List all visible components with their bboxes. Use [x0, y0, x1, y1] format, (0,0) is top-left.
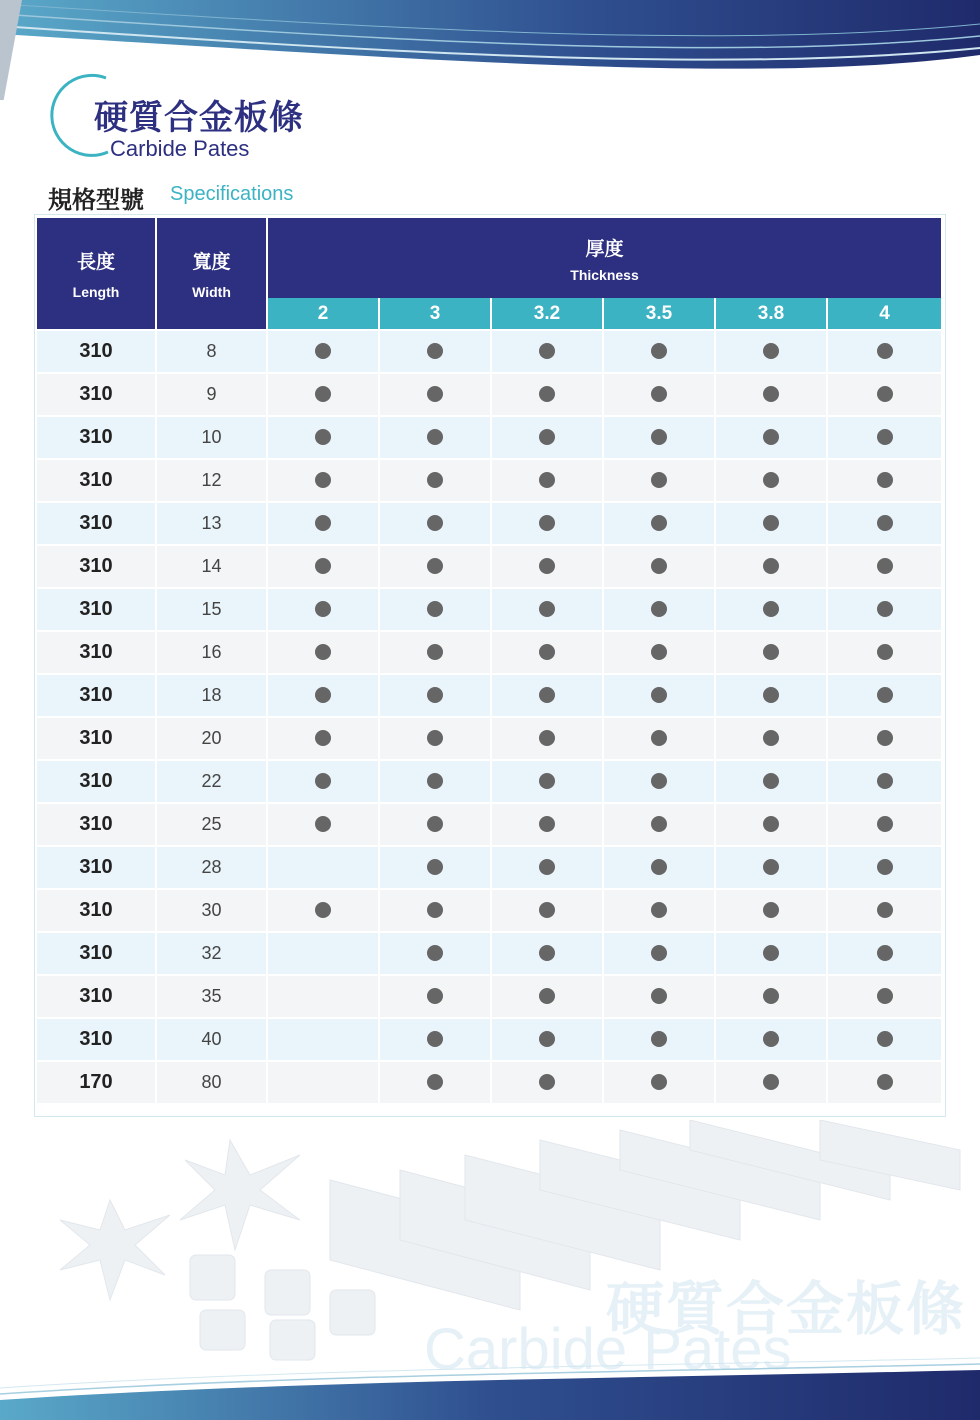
availability-cell [268, 372, 380, 415]
available-dot-icon [315, 558, 331, 574]
available-dot-icon [539, 1074, 555, 1090]
available-dot-icon [763, 601, 779, 617]
spec-table [37, 218, 941, 1103]
width-cell: 8 [157, 329, 268, 372]
availability-cell [716, 501, 828, 544]
availability-cell [716, 329, 828, 372]
available-dot-icon [315, 343, 331, 359]
availability-cell [492, 888, 604, 931]
available-dot-icon [539, 773, 555, 789]
width-cell: 22 [157, 759, 268, 802]
table-row [37, 372, 941, 415]
availability-cell [716, 458, 828, 501]
section-title-cn: 規格型號 [48, 186, 144, 214]
availability-cell [828, 372, 941, 415]
available-dot-icon [427, 816, 443, 832]
length-cell: 310 [37, 845, 157, 888]
available-dot-icon [539, 644, 555, 660]
availability-cell [380, 415, 492, 458]
availability-cell [492, 415, 604, 458]
table-row [37, 673, 941, 716]
table-row [37, 716, 941, 759]
thickness-value-header: 4 [828, 298, 941, 329]
availability-cell [716, 802, 828, 845]
available-dot-icon [763, 773, 779, 789]
availability-cell [268, 544, 380, 587]
available-dot-icon [427, 558, 443, 574]
availability-cell [828, 1017, 941, 1060]
availability-cell [380, 802, 492, 845]
available-dot-icon [539, 945, 555, 961]
availability-cell [604, 329, 716, 372]
availability-cell [716, 544, 828, 587]
availability-cell [380, 1060, 492, 1103]
availability-cell [828, 716, 941, 759]
availability-cell [380, 501, 492, 544]
availability-cell [380, 974, 492, 1017]
width-cell: 40 [157, 1017, 268, 1060]
availability-cell [716, 716, 828, 759]
availability-cell [268, 587, 380, 630]
available-dot-icon [763, 386, 779, 402]
available-dot-icon [763, 816, 779, 832]
table-row [37, 802, 941, 845]
availability-cell [492, 673, 604, 716]
availability-cell [380, 458, 492, 501]
table-row [37, 931, 941, 974]
available-dot-icon [763, 343, 779, 359]
length-cell: 310 [37, 415, 157, 458]
length-cell: 310 [37, 501, 157, 544]
availability-cell [380, 372, 492, 415]
availability-cell [380, 587, 492, 630]
availability-cell [492, 329, 604, 372]
available-dot-icon [539, 515, 555, 531]
available-dot-icon [427, 472, 443, 488]
available-dot-icon [877, 515, 893, 531]
length-cell: 310 [37, 716, 157, 759]
availability-cell [828, 673, 941, 716]
available-dot-icon [427, 386, 443, 402]
availability-cell [268, 759, 380, 802]
table-row [37, 888, 941, 931]
available-dot-icon [877, 386, 893, 402]
available-dot-icon [651, 816, 667, 832]
availability-cell [716, 974, 828, 1017]
spec-table-body [37, 329, 941, 1103]
availability-cell [492, 458, 604, 501]
available-dot-icon [315, 472, 331, 488]
availability-cell [604, 888, 716, 931]
available-dot-icon [651, 558, 667, 574]
availability-cell [828, 415, 941, 458]
availability-cell [716, 372, 828, 415]
availability-cell [268, 716, 380, 759]
availability-cell [604, 630, 716, 673]
available-dot-icon [763, 687, 779, 703]
availability-cell [268, 458, 380, 501]
available-dot-icon [877, 902, 893, 918]
table-row [37, 845, 941, 888]
availability-cell [492, 630, 604, 673]
available-dot-icon [539, 1031, 555, 1047]
table-row [37, 630, 941, 673]
available-dot-icon [315, 515, 331, 531]
available-dot-icon [427, 945, 443, 961]
availability-cell [716, 673, 828, 716]
available-dot-icon [877, 601, 893, 617]
length-cell: 310 [37, 888, 157, 931]
table-row [37, 415, 941, 458]
table-row [37, 974, 941, 1017]
available-dot-icon [427, 988, 443, 1004]
available-dot-icon [651, 601, 667, 617]
length-header-en: Length [72, 284, 120, 300]
available-dot-icon [427, 644, 443, 660]
available-dot-icon [315, 773, 331, 789]
available-dot-icon [539, 988, 555, 1004]
availability-cell [268, 888, 380, 931]
available-dot-icon [763, 1031, 779, 1047]
thickness-value-header: 3.5 [604, 298, 716, 329]
length-cell: 310 [37, 372, 157, 415]
availability-cell [492, 587, 604, 630]
available-dot-icon [427, 687, 443, 703]
table-row [37, 458, 941, 501]
available-dot-icon [651, 859, 667, 875]
thickness-value-header: 3.2 [492, 298, 604, 329]
length-cell: 170 [37, 1060, 157, 1103]
length-cell: 310 [37, 1017, 157, 1060]
available-dot-icon [763, 1074, 779, 1090]
availability-cell [268, 802, 380, 845]
availability-cell [492, 544, 604, 587]
available-dot-icon [539, 859, 555, 875]
page-title-cn: 硬質合金板條 [94, 98, 304, 138]
table-row [37, 587, 941, 630]
availability-cell [828, 587, 941, 630]
availability-cell [492, 802, 604, 845]
available-dot-icon [877, 429, 893, 445]
availability-cell [828, 329, 941, 372]
table-row [37, 1060, 941, 1103]
width-cell: 18 [157, 673, 268, 716]
availability-cell [268, 931, 380, 974]
available-dot-icon [651, 1031, 667, 1047]
availability-cell [828, 974, 941, 1017]
available-dot-icon [539, 601, 555, 617]
availability-cell [380, 630, 492, 673]
availability-cell [604, 673, 716, 716]
bottom-wave-band [0, 1350, 980, 1420]
length-cell: 310 [37, 630, 157, 673]
length-header-cn: 長度 [76, 251, 115, 273]
available-dot-icon [877, 730, 893, 746]
availability-cell [380, 1017, 492, 1060]
availability-cell [268, 673, 380, 716]
availability-cell [380, 329, 492, 372]
width-cell: 30 [157, 888, 268, 931]
available-dot-icon [539, 558, 555, 574]
availability-cell [828, 802, 941, 845]
available-dot-icon [877, 945, 893, 961]
available-dot-icon [427, 859, 443, 875]
available-dot-icon [651, 988, 667, 1004]
available-dot-icon [877, 1074, 893, 1090]
table-row [37, 329, 941, 372]
available-dot-icon [539, 472, 555, 488]
available-dot-icon [877, 773, 893, 789]
thickness-value-header: 3 [380, 298, 492, 329]
availability-cell [716, 587, 828, 630]
availability-cell [492, 931, 604, 974]
length-cell: 310 [37, 544, 157, 587]
available-dot-icon [315, 601, 331, 617]
available-dot-icon [877, 644, 893, 660]
watermark-en: Carbide Pates [424, 1317, 792, 1382]
width-cell: 15 [157, 587, 268, 630]
availability-cell [268, 329, 380, 372]
availability-cell [604, 845, 716, 888]
length-cell: 310 [37, 673, 157, 716]
available-dot-icon [427, 730, 443, 746]
availability-cell [828, 931, 941, 974]
availability-cell [492, 1060, 604, 1103]
available-dot-icon [539, 386, 555, 402]
available-dot-icon [315, 644, 331, 660]
available-dot-icon [763, 902, 779, 918]
width-cell: 28 [157, 845, 268, 888]
available-dot-icon [651, 902, 667, 918]
availability-cell [268, 845, 380, 888]
availability-cell [828, 888, 941, 931]
available-dot-icon [763, 945, 779, 961]
availability-cell [828, 458, 941, 501]
available-dot-icon [427, 515, 443, 531]
width-cell: 20 [157, 716, 268, 759]
available-dot-icon [539, 429, 555, 445]
availability-cell [604, 372, 716, 415]
section-title-en: Specifications [170, 183, 294, 205]
available-dot-icon [427, 902, 443, 918]
availability-cell [716, 759, 828, 802]
available-dot-icon [651, 1074, 667, 1090]
width-header-en: Width [192, 284, 231, 300]
availability-cell [716, 415, 828, 458]
available-dot-icon [315, 730, 331, 746]
available-dot-icon [539, 687, 555, 703]
availability-cell [604, 458, 716, 501]
available-dot-icon [539, 730, 555, 746]
availability-cell [604, 501, 716, 544]
available-dot-icon [763, 859, 779, 875]
available-dot-icon [877, 472, 893, 488]
available-dot-icon [315, 386, 331, 402]
length-cell: 310 [37, 587, 157, 630]
availability-cell [492, 716, 604, 759]
availability-cell [380, 845, 492, 888]
available-dot-icon [763, 988, 779, 1004]
length-cell: 310 [37, 458, 157, 501]
availability-cell [604, 587, 716, 630]
availability-cell [828, 759, 941, 802]
width-cell: 12 [157, 458, 268, 501]
available-dot-icon [763, 429, 779, 445]
available-dot-icon [315, 816, 331, 832]
available-dot-icon [427, 1031, 443, 1047]
available-dot-icon [651, 515, 667, 531]
width-cell: 14 [157, 544, 268, 587]
available-dot-icon [427, 1074, 443, 1090]
availability-cell [604, 759, 716, 802]
available-dot-icon [427, 773, 443, 789]
availability-cell [268, 415, 380, 458]
width-cell: 32 [157, 931, 268, 974]
available-dot-icon [877, 1031, 893, 1047]
width-cell: 35 [157, 974, 268, 1017]
availability-cell [604, 974, 716, 1017]
available-dot-icon [877, 687, 893, 703]
available-dot-icon [427, 429, 443, 445]
availability-cell [604, 1060, 716, 1103]
available-dot-icon [315, 429, 331, 445]
availability-cell [492, 759, 604, 802]
availability-cell [828, 845, 941, 888]
width-cell: 10 [157, 415, 268, 458]
length-cell: 310 [37, 802, 157, 845]
availability-cell [492, 501, 604, 544]
available-dot-icon [877, 343, 893, 359]
thickness-value-header: 3.8 [716, 298, 828, 329]
table-row [37, 544, 941, 587]
available-dot-icon [877, 558, 893, 574]
thickness-header-cn: 厚度 [585, 237, 624, 260]
available-dot-icon [763, 644, 779, 660]
availability-cell [268, 1060, 380, 1103]
available-dot-icon [539, 343, 555, 359]
length-cell: 310 [37, 759, 157, 802]
available-dot-icon [763, 558, 779, 574]
width-cell: 16 [157, 630, 268, 673]
available-dot-icon [651, 773, 667, 789]
availability-cell [492, 372, 604, 415]
length-cell: 310 [37, 931, 157, 974]
availability-cell [380, 759, 492, 802]
availability-cell [716, 931, 828, 974]
availability-cell [604, 544, 716, 587]
available-dot-icon [651, 644, 667, 660]
availability-cell [716, 1060, 828, 1103]
width-header-cn: 寬度 [192, 251, 231, 273]
availability-cell [268, 1017, 380, 1060]
available-dot-icon [651, 386, 667, 402]
watermark-cn: 硬質合金板條 [606, 1275, 967, 1343]
thickness-header [268, 218, 941, 298]
availability-cell [604, 802, 716, 845]
availability-cell [380, 544, 492, 587]
availability-cell [828, 1060, 941, 1103]
availability-cell [604, 716, 716, 759]
available-dot-icon [315, 902, 331, 918]
available-dot-icon [651, 945, 667, 961]
availability-cell [828, 544, 941, 587]
length-header [37, 218, 157, 329]
availability-cell [828, 630, 941, 673]
width-header [157, 218, 268, 329]
availability-cell [492, 1017, 604, 1060]
availability-cell [716, 1017, 828, 1060]
availability-cell [380, 931, 492, 974]
thickness-value-header: 2 [268, 298, 380, 329]
available-dot-icon [877, 859, 893, 875]
top-wave-band [0, 0, 980, 100]
width-cell: 25 [157, 802, 268, 845]
available-dot-icon [651, 472, 667, 488]
available-dot-icon [539, 816, 555, 832]
available-dot-icon [877, 816, 893, 832]
available-dot-icon [651, 429, 667, 445]
availability-cell [492, 845, 604, 888]
thickness-header-en: Thickness [570, 266, 639, 283]
availability-cell [268, 974, 380, 1017]
availability-cell [604, 1017, 716, 1060]
available-dot-icon [651, 687, 667, 703]
availability-cell [380, 888, 492, 931]
availability-cell [716, 845, 828, 888]
page-title-en: Carbide Pates [110, 136, 250, 161]
width-cell: 13 [157, 501, 268, 544]
width-cell: 9 [157, 372, 268, 415]
available-dot-icon [427, 343, 443, 359]
length-cell: 310 [37, 329, 157, 372]
availability-cell [492, 974, 604, 1017]
table-row [37, 501, 941, 544]
length-cell: 310 [37, 974, 157, 1017]
table-row [37, 759, 941, 802]
availability-cell [380, 673, 492, 716]
availability-cell [716, 630, 828, 673]
availability-cell [604, 931, 716, 974]
available-dot-icon [651, 730, 667, 746]
availability-cell [604, 415, 716, 458]
available-dot-icon [315, 687, 331, 703]
table-row [37, 1017, 941, 1060]
availability-cell [268, 630, 380, 673]
available-dot-icon [877, 988, 893, 1004]
available-dot-icon [763, 730, 779, 746]
available-dot-icon [651, 343, 667, 359]
availability-cell [380, 716, 492, 759]
availability-cell [268, 501, 380, 544]
availability-cell [716, 888, 828, 931]
available-dot-icon [427, 601, 443, 617]
availability-cell [828, 501, 941, 544]
available-dot-icon [763, 472, 779, 488]
width-cell: 80 [157, 1060, 268, 1103]
available-dot-icon [539, 902, 555, 918]
available-dot-icon [763, 515, 779, 531]
